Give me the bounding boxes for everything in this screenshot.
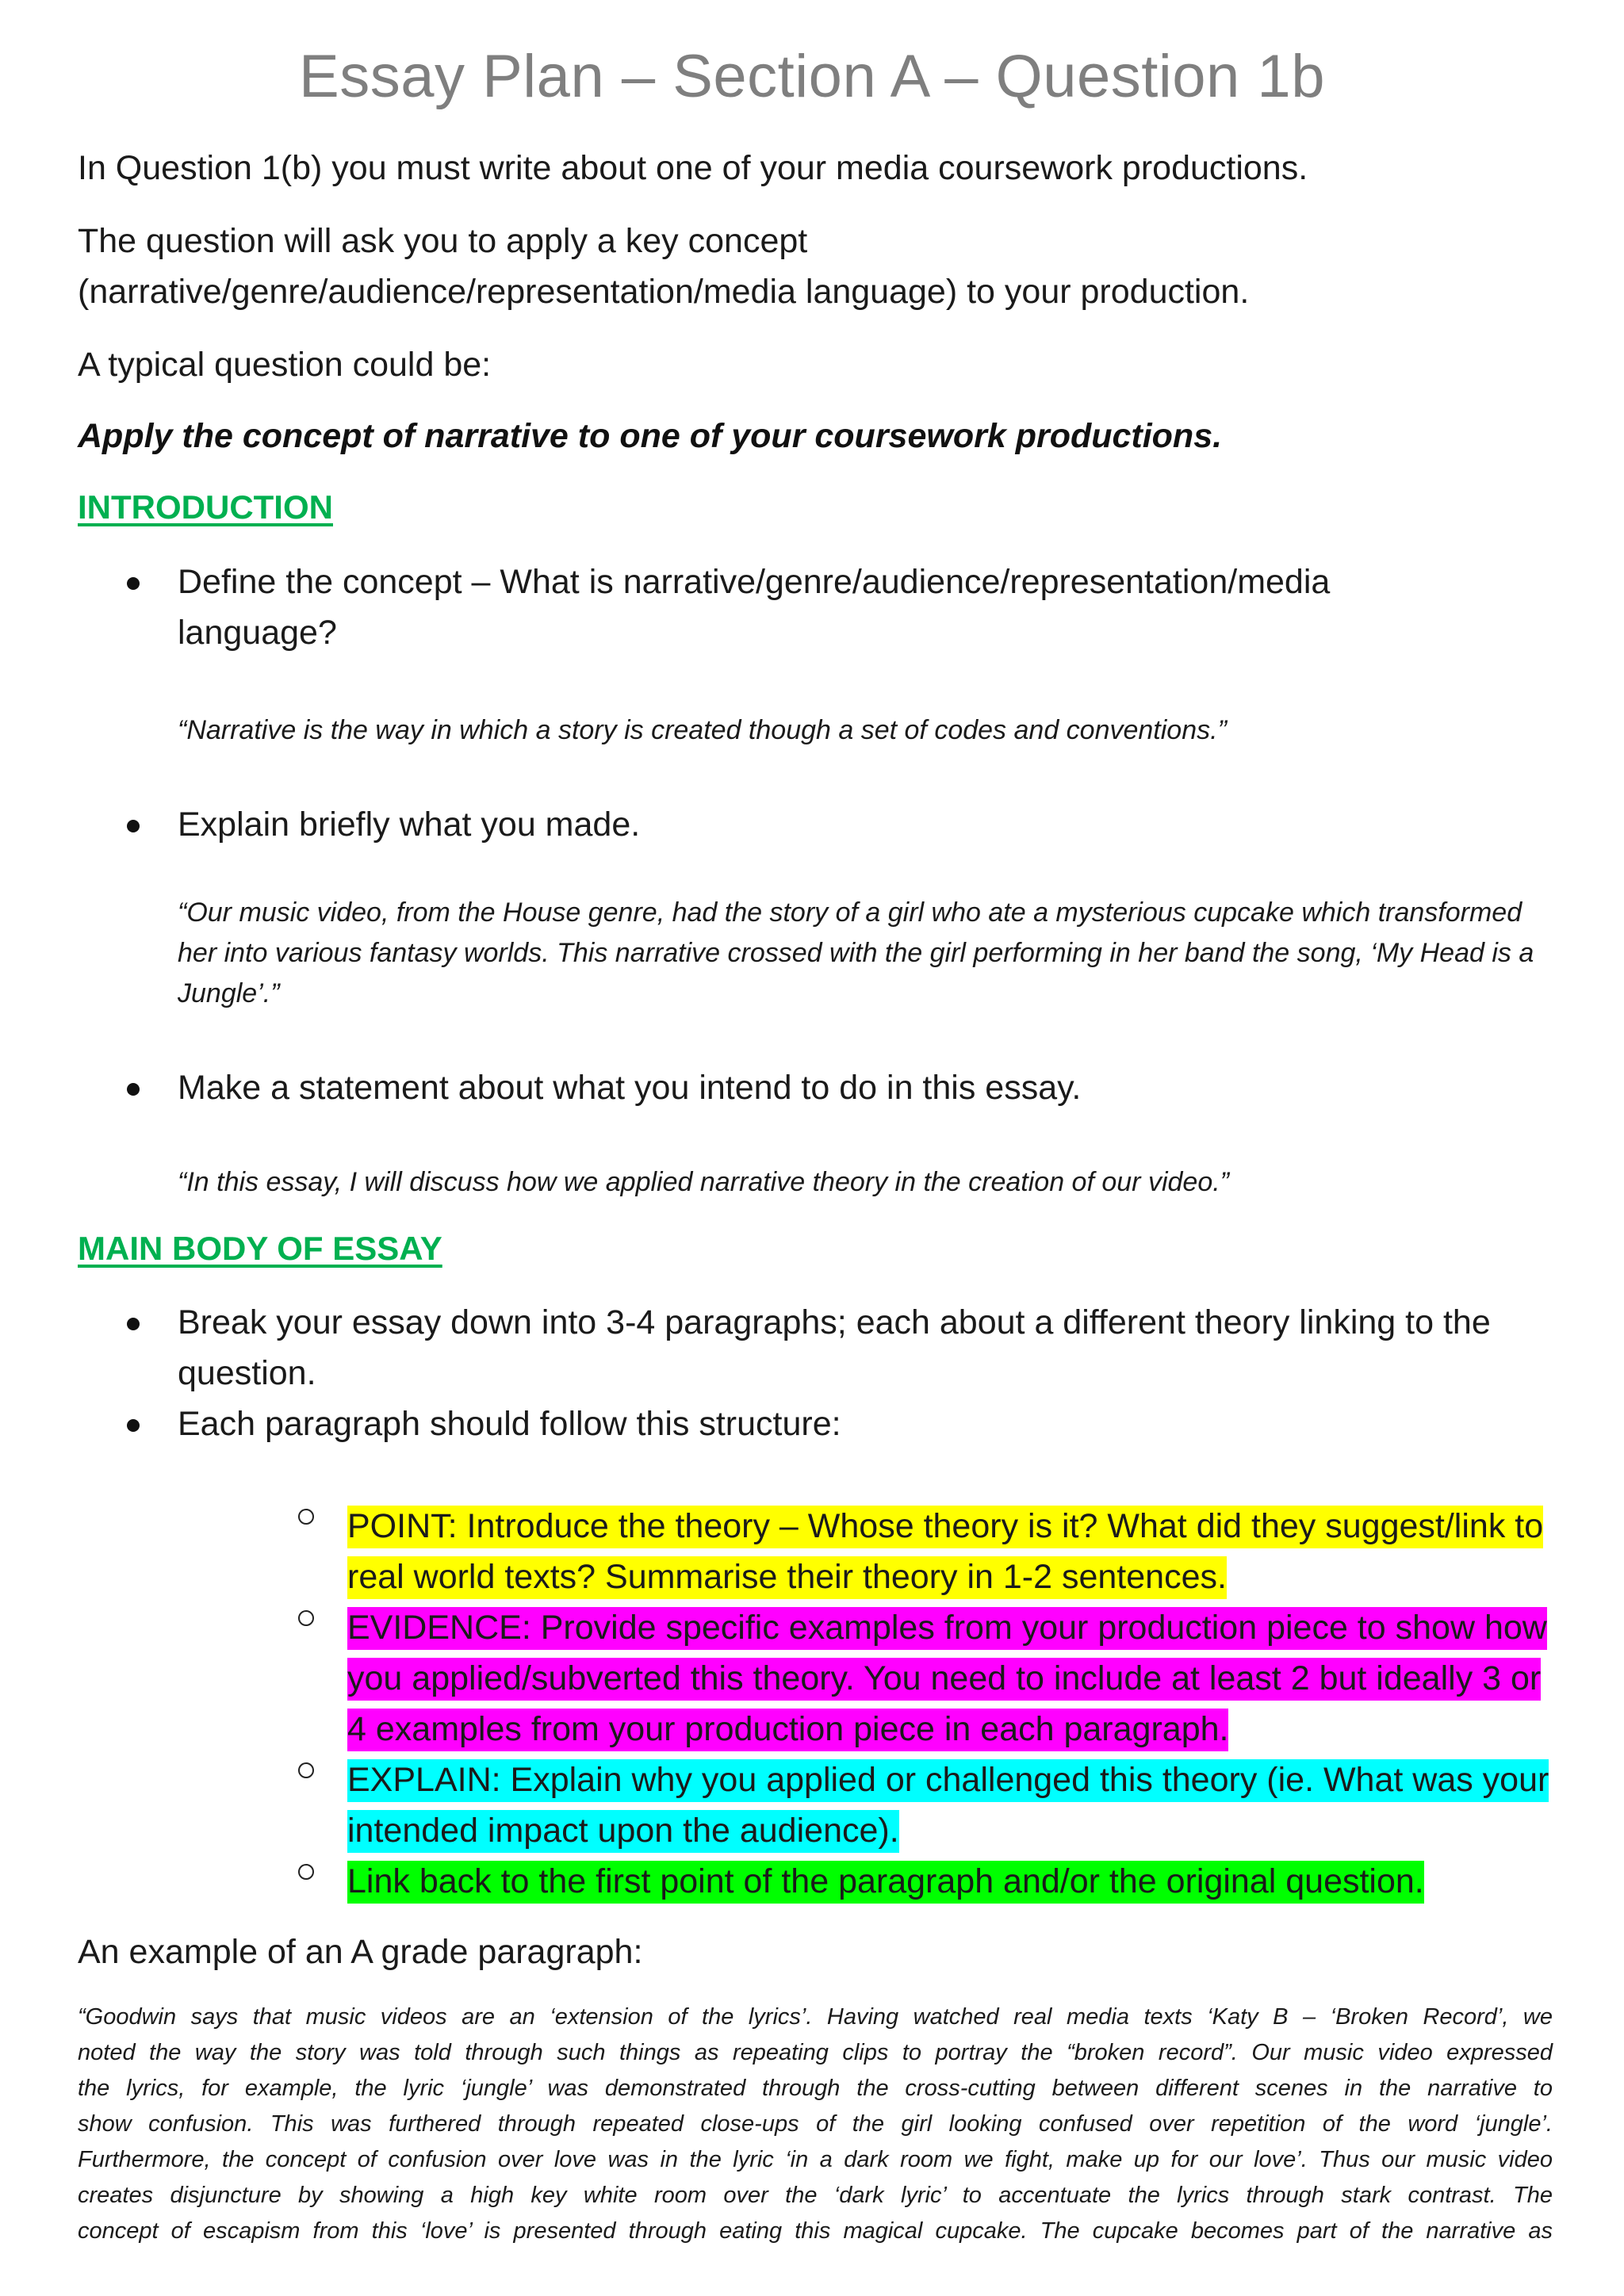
main-body-heading: MAIN BODY OF ESSAY	[78, 1230, 442, 1267]
circle-bullet-icon	[298, 1762, 314, 1778]
circle-bullet-icon	[298, 1610, 314, 1626]
example-line: the lyrics, for example, the lyric ‘jungle’ was demonstrated through the cross-cutting between different scenes in the narrative to	[78, 2076, 1553, 2101]
introduction-example-3: “In this essay, I will discuss how we applied narrative theory in the creation of our video.”	[178, 1167, 1229, 1197]
highlight-cyan: EXPLAIN: Explain why you applied or challenged this theory (ie. What was your intended impact upon the audience).	[347, 1759, 1549, 1853]
bullet-text: Each paragraph should follow this structure:	[178, 1405, 841, 1443]
bullet-text: Define the concept – What is narrative/genre/audience/representation/media language?	[178, 563, 1331, 652]
bullet-icon	[127, 1419, 140, 1432]
intro-paragraph-2: The question will ask you to apply a key concept (narrative/genre/audience/representation/media language) to your production.	[78, 222, 1250, 311]
bullet-text: Break your essay down into 3-4 paragraphs; each about a different theory linking to the question.	[178, 1303, 1491, 1392]
structure-text	[347, 1602, 1553, 1755]
circle-bullet-icon	[298, 1509, 314, 1525]
bullet-icon	[127, 1318, 140, 1330]
circle-bullet-icon	[298, 1864, 314, 1880]
intro-paragraph-1: In Question 1(b) you must write about one of your media coursework productions.	[78, 149, 1308, 187]
example-line: concept of escapism from this ‘love’ is presented through eating this magical cupcake. The cupcake becomes part of the narrative as	[78, 2218, 1553, 2244]
example-line: creates disjuncture by showing a high key white room over the ‘dark lyric’ to accentuate the lyrics through stark contrast. The	[78, 2183, 1553, 2208]
bullet-icon	[127, 820, 140, 832]
highlight-green: Link back to the first point of the paragraph and/or the original question.	[347, 1861, 1424, 1904]
intro-paragraph-3: A typical question could be:	[78, 346, 492, 384]
bullet-text: Make a statement about what you intend to do in this essay.	[178, 1069, 1082, 1107]
highlight-magenta: EVIDENCE: Provide specific examples from your production piece to show how you applied/subverted this theory. You need to include at least 2 but ideally 3 or 4 examples from your production piece in each paragraph.	[347, 1607, 1547, 1751]
structure-text	[347, 1501, 1553, 1602]
introduction-example-1: “Narrative is the way in which a story is created though a set of codes and conventions.”	[178, 715, 1227, 745]
example-paragraph	[78, 1999, 1553, 2249]
example-line: noted the way the story was told through such things as repeating clips to portray the “broken record”. Our music video expressed	[78, 2040, 1553, 2065]
example-heading: An example of an A grade paragraph:	[78, 1933, 643, 1971]
example-line: Furthermore, the concept of confusion over love was in the lyric ‘in a dark room we fight, make up for our love’. Thus our music video	[78, 2147, 1553, 2172]
bullet-icon	[127, 1083, 140, 1096]
structure-text	[347, 1755, 1553, 1856]
example-line: “Goodwin says that music videos are an ‘extension of the lyrics’. Having watched real media texts ‘Katy B – ‘Broken Record’, we	[78, 2004, 1553, 2030]
highlight-yellow: POINT: Introduce the theory – Whose theory is it? What did they suggest/link to real world texts? Summarise their theory in 1-2 sentences.	[347, 1506, 1543, 1599]
page-title: Essay Plan – Section A – Question 1b	[299, 43, 1325, 110]
bullet-icon	[127, 577, 140, 590]
introduction-heading: INTRODUCTION	[78, 488, 333, 526]
sample-question: Apply the concept of narrative to one of your coursework productions.	[78, 417, 1223, 455]
bullet-text: Explain briefly what you made.	[178, 806, 641, 844]
example-line: show confusion. This was furthered through repeated close-ups of the girl looking confused over repetition of the word ‘jungle’.	[78, 2111, 1553, 2137]
structure-text	[347, 1856, 1553, 1907]
introduction-example-2: “Our music video, from the House genre, had the story of a girl who ate a mysterious cupcake which transformed her into various fantasy worlds. This narrative crossed with the girl performing in her band the song, ‘My Head is a Jungle’.”	[178, 897, 1534, 1008]
